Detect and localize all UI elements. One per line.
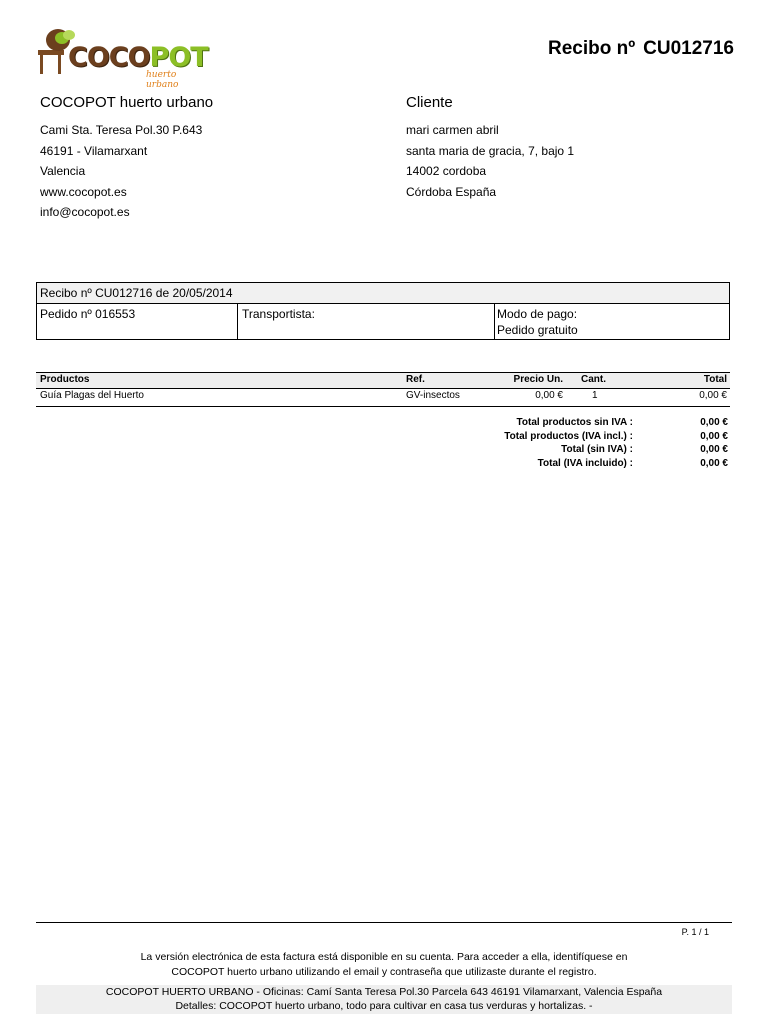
product-ref: GV-insectos: [406, 390, 460, 401]
company-email[interactable]: info@cocopot.es: [40, 205, 130, 220]
total-value: 0,00 €: [700, 417, 728, 428]
receipt-title: [548, 38, 734, 60]
carrier-label: Transportista:: [242, 307, 315, 321]
company-website[interactable]: www.cocopot.es: [40, 184, 127, 199]
total-label: Total (IVA incluido) :: [537, 458, 633, 469]
products-header-row: [36, 372, 730, 389]
total-value: 0,00 €: [700, 431, 728, 442]
product-qty: 1: [592, 390, 598, 401]
page-number: P. 1 / 1: [681, 927, 709, 937]
order-info-header-row: [37, 283, 729, 304]
electronic-invoice-note: [36, 950, 732, 980]
col-qty: Cant.: [581, 374, 606, 385]
footer-line: Detalles: COCOPOT huerto urbano, todo para cultivar en casa tus verduras y hortalizas. -: [175, 999, 593, 1012]
company-address: [40, 120, 202, 223]
divider: [494, 303, 495, 339]
product-unit-price: 0,00 €: [535, 390, 563, 401]
client-heading: Cliente: [406, 94, 453, 111]
client-line: 14002 cordoba: [406, 164, 487, 179]
total-value: 0,00 €: [700, 444, 728, 455]
total-label: Total productos sin IVA :: [516, 417, 633, 428]
col-total: Total: [703, 374, 727, 385]
footer-line: COCOPOT HUERTO URBANO - Oficinas: Camí Santa Teresa Pol.30 Parcela 643 46191 Vilamarxant, Valencia España: [105, 986, 663, 998]
note-line: COCOPOT huerto urbano utilizando el email y contraseña que utilizaste durante el registro.: [171, 966, 597, 978]
company-address-line: 46191 - Vilamarxant: [40, 143, 148, 158]
receipt-number: CU012716: [643, 38, 734, 59]
client-address: [406, 120, 574, 202]
note-line: La versión electrónica de esta factura está disponible en su cuenta. Para acceder a ella, identifíquese en: [140, 951, 628, 963]
receipt-title-label: Recibo nº: [547, 38, 636, 59]
product-total: 0,00 €: [699, 390, 727, 401]
order-info-table: [36, 282, 730, 340]
company-footer: [36, 985, 732, 1014]
table-row: [36, 388, 730, 407]
total-value: 0,00 €: [700, 458, 728, 469]
client-line: mari carmen abril: [406, 123, 499, 137]
total-label: Total (sin IVA) :: [561, 444, 633, 455]
product-name: Guía Plagas del Huerto: [40, 390, 144, 401]
receipt-line: Recibo nº CU012716 de 20/05/2014: [40, 286, 233, 300]
col-product: Productos: [40, 374, 90, 385]
footer-divider: [36, 922, 732, 923]
company-name: COCOPOT huerto urbano: [40, 94, 214, 111]
payment-value: Pedido gratuito: [497, 323, 578, 337]
logo-wordmark: COCOPOT: [68, 42, 208, 73]
company-logo: [36, 26, 208, 90]
logo-tagline: huerto urbano: [146, 70, 179, 90]
client-line: santa maria de gracia, 7, bajo 1: [406, 143, 575, 158]
company-address-line: Cami Sta. Teresa Pol.30 P.643: [40, 123, 203, 137]
company-address-line: Valencia: [40, 164, 86, 179]
client-line: Córdoba España: [406, 184, 497, 199]
col-ref: Ref.: [406, 374, 425, 385]
payment-label: Modo de pago:: [497, 307, 578, 321]
total-label: Total productos (IVA incl.) :: [504, 431, 633, 442]
col-unit-price: Precio Un.: [513, 374, 563, 385]
order-number: Pedido nº 016553: [40, 307, 136, 321]
divider: [237, 303, 238, 339]
